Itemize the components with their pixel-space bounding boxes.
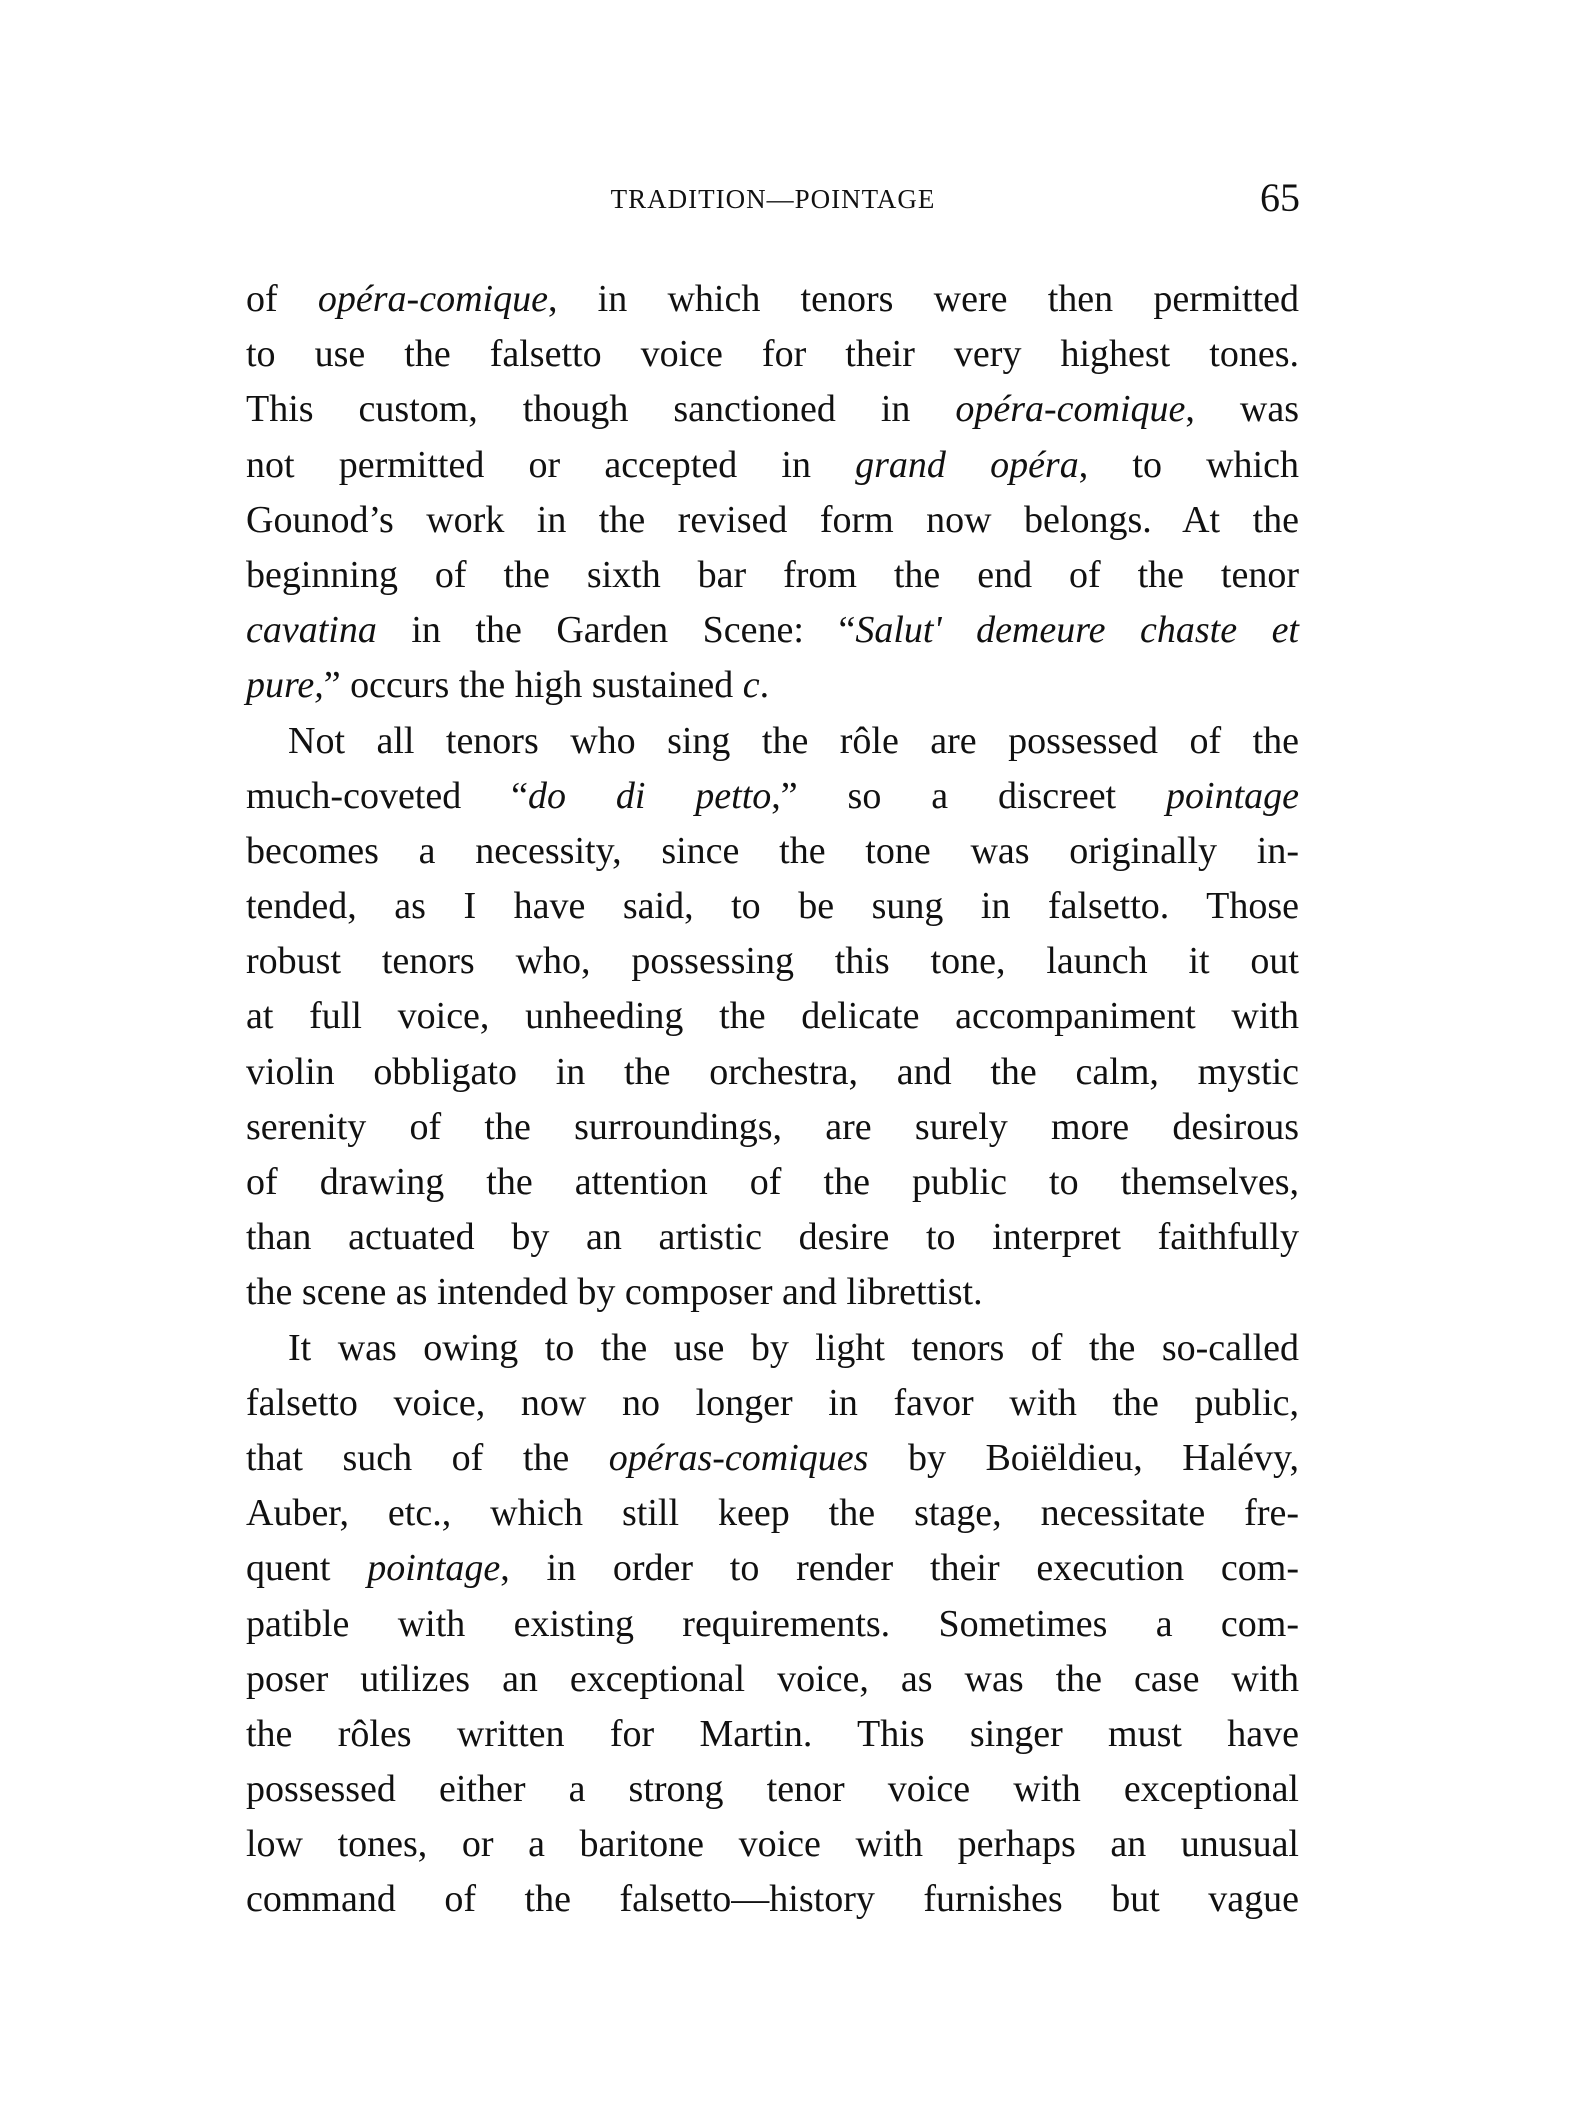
text-segment: that such of the: [246, 1436, 609, 1479]
text-line: [246, 1652, 1299, 1707]
text-segment: Not all tenors who sing the rôle are possessed of the: [288, 719, 1299, 762]
text-segment: command of the falsetto—history furnishes but vague: [246, 1878, 1299, 1921]
text-segment: , in which tenors were then permitted: [547, 278, 1299, 320]
text-segment: , to which: [1078, 443, 1299, 486]
text-line: [246, 879, 1299, 934]
text-line: [246, 1707, 1299, 1762]
text-segment: possessed either a strong tenor voice with exceptional: [246, 1768, 1299, 1811]
italic-text: Salut' demeure chaste et: [855, 609, 1299, 652]
text-segment: than actuated by an artistic desire to interpret faithfully: [246, 1216, 1299, 1259]
italic-text: do di petto: [527, 774, 772, 817]
italic-text: opéras-comiques: [608, 1436, 869, 1479]
text-segment: of: [246, 278, 318, 320]
text-line: [246, 1597, 1299, 1652]
text-segment: robust tenors who, possessing this tone, launch it out: [246, 940, 1299, 983]
text-segment: patible with existing requirements. Sometimes a com-: [246, 1602, 1299, 1645]
text-segment: beginning of the sixth bar from the end of the tenor: [246, 553, 1299, 596]
italic-text: pointage: [1166, 774, 1299, 817]
text-line: [246, 1817, 1299, 1872]
text-line: [246, 1376, 1299, 1431]
text-segment: falsetto voice, now no longer in favor with the public,: [246, 1381, 1299, 1424]
text-segment: poser utilizes an exceptional voice, as was the case with: [246, 1657, 1299, 1700]
text-segment: much-coveted “: [246, 774, 528, 817]
text-segment: low tones, or a baritone voice with perhaps an unusual: [246, 1823, 1299, 1866]
text-line: [246, 1762, 1299, 1817]
text-line: [246, 548, 1299, 603]
text-line: [246, 934, 1299, 989]
text-segment: serenity of the surroundings, are surely more desirous: [246, 1105, 1299, 1148]
text-line: [246, 1210, 1299, 1265]
text-segment: Auber, etc., which still keep the stage, necessitate fre-: [246, 1492, 1299, 1535]
italic-text: cavatina: [246, 609, 377, 652]
text-segment: , was: [1185, 388, 1299, 431]
text-segment: the scene as intended by composer and librettist.: [246, 1271, 983, 1314]
body-text: [246, 272, 1299, 1928]
text-line: [246, 1100, 1299, 1155]
italic-text: opéra-comique: [317, 278, 548, 320]
page-number: 65: [1260, 175, 1300, 220]
text-line: [246, 1431, 1299, 1486]
text-segment: violin obbligato in the orchestra, and the calm, mystic: [246, 1050, 1299, 1093]
text-line: [246, 1872, 1299, 1927]
text-segment: ” occurs the high sustained: [323, 664, 743, 707]
italic-text: grand opéra: [855, 443, 1079, 486]
text-segment: to use the falsetto voice for their very highest tones.: [246, 333, 1299, 376]
italic-text: c: [742, 664, 760, 707]
text-line: [246, 989, 1299, 1044]
text-segment: by Boiëldieu, Halévy,: [868, 1436, 1299, 1479]
text-line: [246, 493, 1299, 548]
text-segment: becomes a necessity, since the tone was originally in-: [246, 829, 1299, 872]
text-segment: , in order to render their execution com-: [500, 1547, 1299, 1590]
text-segment: This custom, though sanctioned in: [246, 388, 956, 431]
text-line: [246, 382, 1299, 437]
text-segment: Gounod’s work in the revised form now belongs. At the: [246, 498, 1299, 541]
text-line: [246, 658, 1299, 713]
text-segment: .: [759, 664, 770, 707]
text-segment: tended, as I have said, to be sung in falsetto. Those: [246, 885, 1299, 928]
text-line: [246, 714, 1299, 769]
text-segment: quent: [246, 1547, 368, 1590]
text-line: [246, 1486, 1299, 1541]
text-line: [246, 327, 1299, 382]
text-line: [246, 603, 1299, 658]
text-line: [246, 769, 1299, 824]
text-segment: at full voice, unheeding the delicate accompaniment with: [246, 995, 1299, 1038]
running-head-title: TRADITION—POINTAGE: [610, 184, 936, 214]
text-line: [246, 824, 1299, 879]
text-line: [246, 438, 1299, 493]
italic-text: pure,: [246, 664, 324, 707]
text-line: [246, 1155, 1299, 1210]
italic-text: opéra-comique: [955, 388, 1186, 431]
text-segment: in the Garden Scene: “: [376, 609, 856, 652]
running-header: [246, 175, 1300, 220]
text-segment: of drawing the attention of the public to themselves,: [246, 1161, 1299, 1203]
text-segment: the rôles written for Martin. This singer must have: [246, 1712, 1299, 1755]
text-segment: not permitted or accepted in: [246, 443, 856, 486]
text-line: [246, 272, 1299, 327]
italic-text: pointage: [367, 1547, 501, 1590]
text-segment: ,” so a discreet: [771, 774, 1167, 817]
text-line: [246, 1265, 1299, 1320]
text-line: [246, 1045, 1299, 1100]
text-line: [246, 1321, 1299, 1376]
text-segment: It was owing to the use by light tenors of the so-called: [288, 1326, 1299, 1369]
text-line: [246, 1541, 1299, 1596]
